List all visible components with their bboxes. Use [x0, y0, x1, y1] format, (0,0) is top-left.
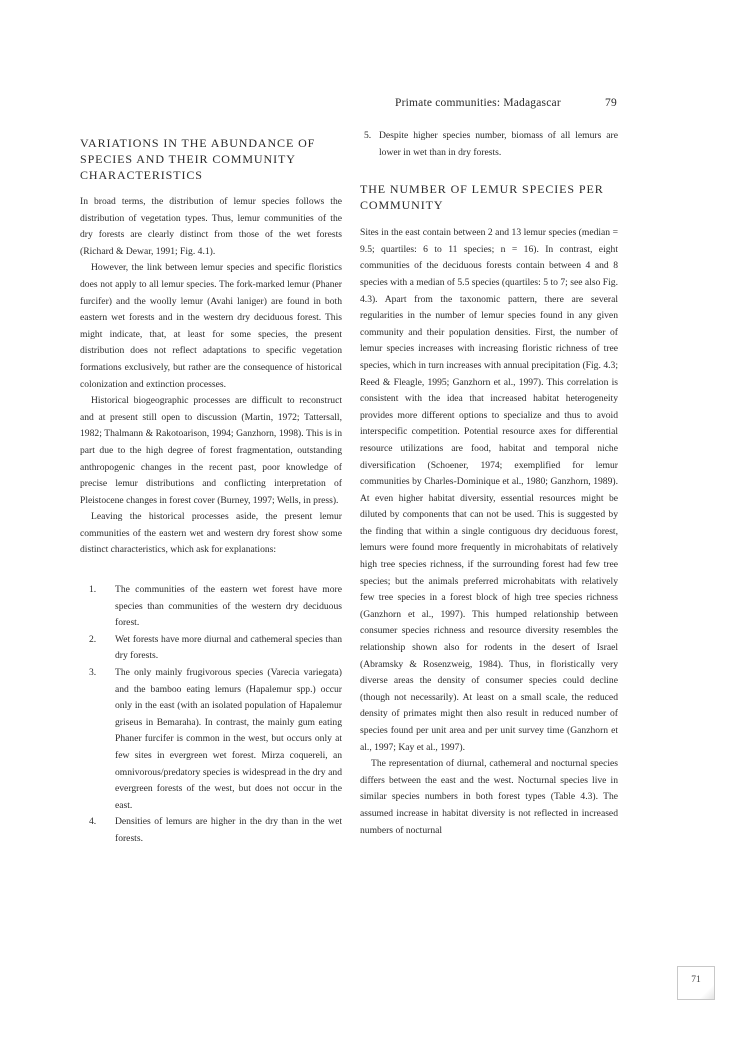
list-text: The only mainly frugivorous species (Varecia variegata) and the bamboo eating lemurs (Hapalemur spp.) occur only in the east (with an isolated population of Hapalemur griseus in Bemaraha). In contrast, the mainly gum eating Phaner furcifer is common in the west, but occurs only at few sites in evergreen wet forest. Mirza coquereli, an omnivorous/predatory species is widespread in the dry and evergreen forests of the west, but does not occur in the east.: [115, 667, 342, 811]
list-number: 4.: [89, 816, 97, 828]
list-item: [80, 665, 342, 814]
list-number: 1.: [89, 584, 97, 596]
page-number: 79: [605, 97, 617, 109]
running-title: Primate communities: Madagascar: [395, 97, 561, 109]
paragraph: Historical biogeographic processes are difficult to reconstruct and at present still open to discussion (Martin, 1972; Tattersall, 1982; Thalmann & Rakotoarison, 1994; Ganzhorn, 1998). This is in part due to the high degree of forest fragmentation, outstanding anthropogenic changes in the recent past, poor knowledge of precise lemur distributions and conflicting interpretation of Pleistocene changes in forest cover (Burney, 1997; Wells, in press).: [80, 395, 342, 506]
list-text: Wet forests have more diurnal and cathemeral species than dry forests.: [115, 633, 342, 662]
paragraph: However, the link between lemur species and specific floristics does not apply to all lemur species. The fork-marked lemur (Phaner furcifer) and the woolly lemur (Avahi laniger) are found in both eastern wet forests and in the western dry deciduous forest. This might indicate, that, at least for some species, the present distribution does not reflect adaptations to specific vegetation formations exclusively, but rather are the consequence of historical colonization and extinction processes.: [80, 262, 342, 390]
characteristics-list-continued: [360, 128, 618, 161]
right-column: [360, 128, 618, 839]
list-number: 5.: [364, 130, 372, 141]
paragraph: In broad terms, the distribution of lemur species follows the distribution of vegetation types. Thus, lemur communities of the dry forests are clearly distinct from those of the wet forests (Richard & Dewar, 1991; Fig. 4.1).: [80, 196, 342, 257]
page-box: 71: [677, 966, 715, 1000]
list-text: Despite higher species number, biomass of all lemurs are lower in wet than in dry forests.: [379, 130, 618, 158]
paragraph: Leaving the historical processes aside, the present lemur communities of the eastern wet and western dry forest show some distinct characteristics, which ask for explanations:: [80, 511, 342, 556]
paragraph: Sites in the east contain between 2 and 13 lemur species (median = 9.5; quartiles: 6 to 11 species; n = 16). In contrast, eight communities of the deciduous forests contain between 4 and 8 species with a median of 5.5 species (quartiles: 5 to 7; see also Fig. 4.3). Apart from the taxonomic pattern, there are several regularities in the number of lemur species found in any given community and their population densities. First, the number of lemur species increases with increasing floristic richness of tree species, which in turn increases with annual precipitation (Fig. 4.3; Reed & Fleagle, 1995; Ganzhorn et al., 1997). This correlation is consistent with the idea that increased habitat heterogeneity provides more different options to specialize and thus to avoid interspecific competition. Potential resource axes for differential resource utilizations are food, habitat and temporal niche diversification (Schoener, 1974; exemplified for lemur communities by Charles-Dominique et al., 1980; Ganzhorn, 1989). At even higher habitat diversity, essential resources might be diluted by components that can not be used. This is suggested by the finding that within a single contiguous dry deciduous forest, lemurs were found more frequently in microhabitats of relatively high tree species richness, if the surrounding forest had few tree species; but the animals preferred microhabitats with relatively few tree species in a forest block of high tree species richness (Ganzhorn et al., 1997). This humped relationship between consumer species richness and resource diversity resembles the relationship shown also for rodents in the desert of Israel (Abramsky & Rosenzweig, 1984). Thus, in floristically very diverse areas the density of consumer species could decline (though not necessarily). At least on a small scale, the reduced density of primates might then also result in reduced number of species found per unit area and per unit survey time (Ganzhorn et al., 1997; Kay et al., 1997).: [360, 227, 618, 753]
paragraph: The representation of diurnal, cathemeral and nocturnal species differs between the east and the west. Nocturnal species live in similar species numbers in both forest types (Table 4.3). The assumed increase in habitat diversity is not reflected in increased numbers of nocturnal: [360, 758, 618, 836]
section-heading-number-of-species: THE NUMBER OF LEMUR SPECIES PER COMMUNITY: [360, 182, 604, 213]
list-item: [80, 582, 342, 632]
list-text: The communities of the eastern wet forest have more species than communities of the western dry deciduous forest.: [115, 584, 342, 629]
list-item: [80, 632, 342, 665]
list-item: [360, 128, 618, 161]
list-number: 3.: [89, 667, 97, 679]
section-heading-variations: VARIATIONS IN THE ABUNDANCE OF SPECIES AND THEIR COMMUNITY CHARACTERISTICS: [80, 136, 316, 182]
running-header: [395, 97, 617, 109]
list-item: [80, 814, 342, 847]
left-column: [80, 135, 342, 848]
list-text: Densities of lemurs are higher in the dry than in the wet forests.: [115, 816, 342, 844]
characteristics-list: [80, 582, 342, 848]
list-number: 2.: [89, 633, 97, 645]
